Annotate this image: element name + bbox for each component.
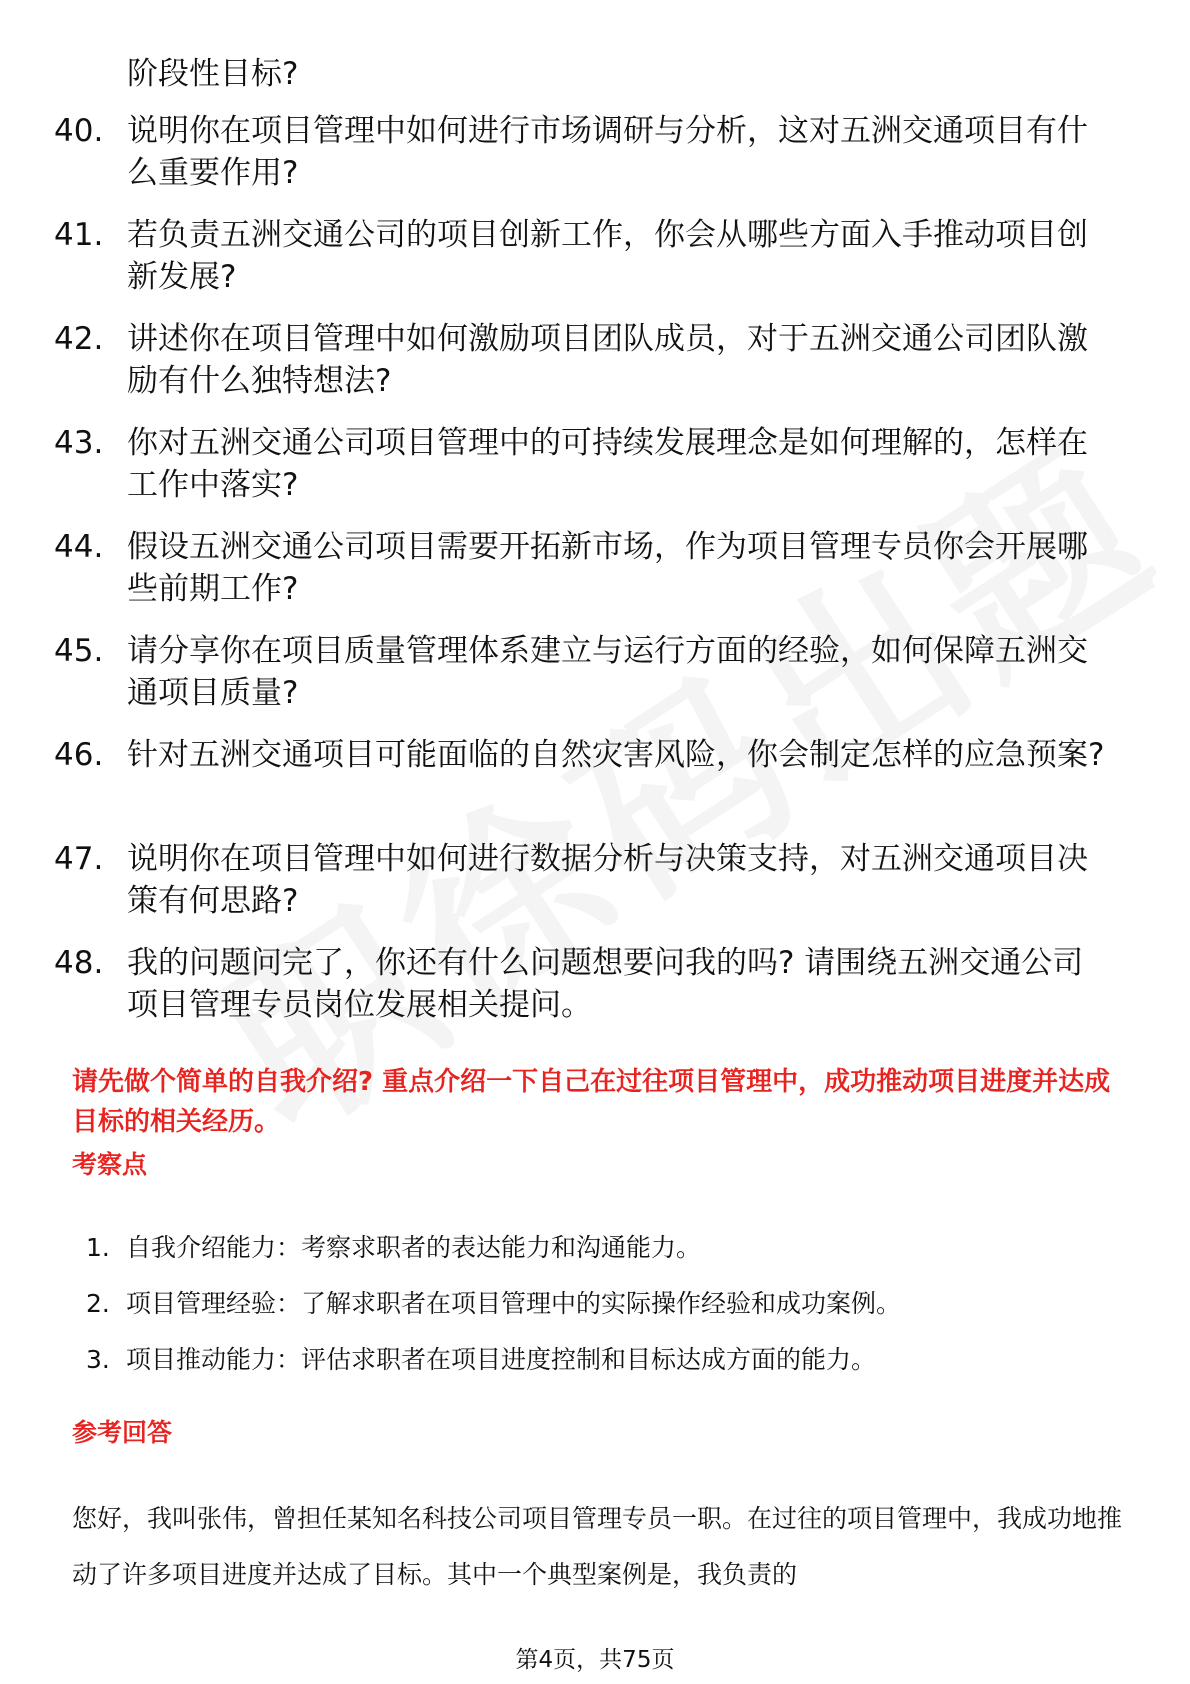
question-list [54, 110, 1114, 1046]
question-item [54, 214, 1114, 298]
question-item [54, 734, 1114, 818]
question-item [54, 318, 1114, 402]
question-text: 我的问题问完了，你还有什么问题想要问我的吗? 请围绕五洲交通公司项目管理专员岗位发展相关提问。 [127, 945, 1084, 1023]
question-text: 针对五洲交通项目可能面临的自然灾害风险，你会制定怎样的应急预案? [127, 737, 1105, 773]
question-text: 你对五洲交通公司项目管理中的可持续发展理念是如何理解的，怎样在工作中落实? [127, 425, 1088, 503]
assessment-item [72, 1286, 1112, 1322]
question-text: 说明你在项目管理中如何进行市场调研与分析，这对五洲交通项目有什么重要作用? [127, 113, 1088, 191]
question-number: 45. [54, 633, 104, 669]
reference-title: 参考回答 [72, 1418, 173, 1447]
question-text: 若负责五洲交通公司的项目创新工作，你会从哪些方面入手推动项目创新发展? [127, 217, 1088, 295]
assessment-item [72, 1230, 1112, 1266]
question-number: 43. [54, 425, 104, 461]
assessment-text: 项目推动能力：评估求职者在项目进度控制和目标达成方面的能力。 [126, 1345, 877, 1374]
question-item [54, 110, 1114, 194]
assessment-number: 3. [86, 1345, 110, 1374]
reference-answer: 您好，我叫张伟，曾担任某知名科技公司项目管理专员一职。在过往的项目管理中，我成功地推动了许多项目进度并达成了目标。其中一个典型案例是，我负责的 [72, 1504, 1123, 1589]
assessment-number: 1. [86, 1233, 110, 1262]
question-item [54, 526, 1114, 610]
question-number: 47. [54, 841, 104, 877]
assessment-item [72, 1342, 1112, 1378]
question-number: 40. [54, 113, 104, 149]
question-text: 讲述你在项目管理中如何激励项目团队成员，对于五洲交通公司团队激励有什么独特想法? [127, 321, 1088, 399]
assessment-list [72, 1230, 1112, 1398]
assessment-text: 项目管理经验：了解求职者在项目管理中的实际操作经验和成功案例。 [126, 1289, 902, 1318]
question-number: 42. [54, 321, 104, 357]
question-number: 48. [54, 945, 104, 981]
question-number: 46. [54, 737, 104, 773]
page-footer: 第4页，共75页 [515, 1647, 675, 1673]
question-text: 说明你在项目管理中如何进行数据分析与决策支持，对五洲交通项目决策有何思路? [127, 841, 1088, 919]
assessment-title: 考察点 [72, 1150, 148, 1179]
question-item [54, 942, 1114, 1026]
question-text: 假设五洲交通公司项目需要开拓新市场，作为项目管理专员你会开展哪些前期工作? [127, 529, 1088, 607]
featured-question: 请先做个简单的自我介绍? 重点介绍一下自己在过往项目管理中，成功推动项目进度并达成目标的相关经历。 [72, 1067, 1111, 1137]
question-item [54, 838, 1114, 922]
assessment-number: 2. [86, 1289, 110, 1318]
question-item [54, 422, 1114, 506]
assessment-text: 自我介绍能力：考察求职者的表达能力和沟通能力。 [126, 1233, 702, 1262]
question-number: 44. [54, 529, 104, 565]
question-continuation: 阶段性目标? [127, 56, 299, 92]
question-number: 41. [54, 217, 104, 253]
question-item [54, 630, 1114, 714]
question-text: 请分享你在项目质量管理体系建立与运行方面的经验，如何保障五洲交通项目质量? [127, 633, 1088, 711]
